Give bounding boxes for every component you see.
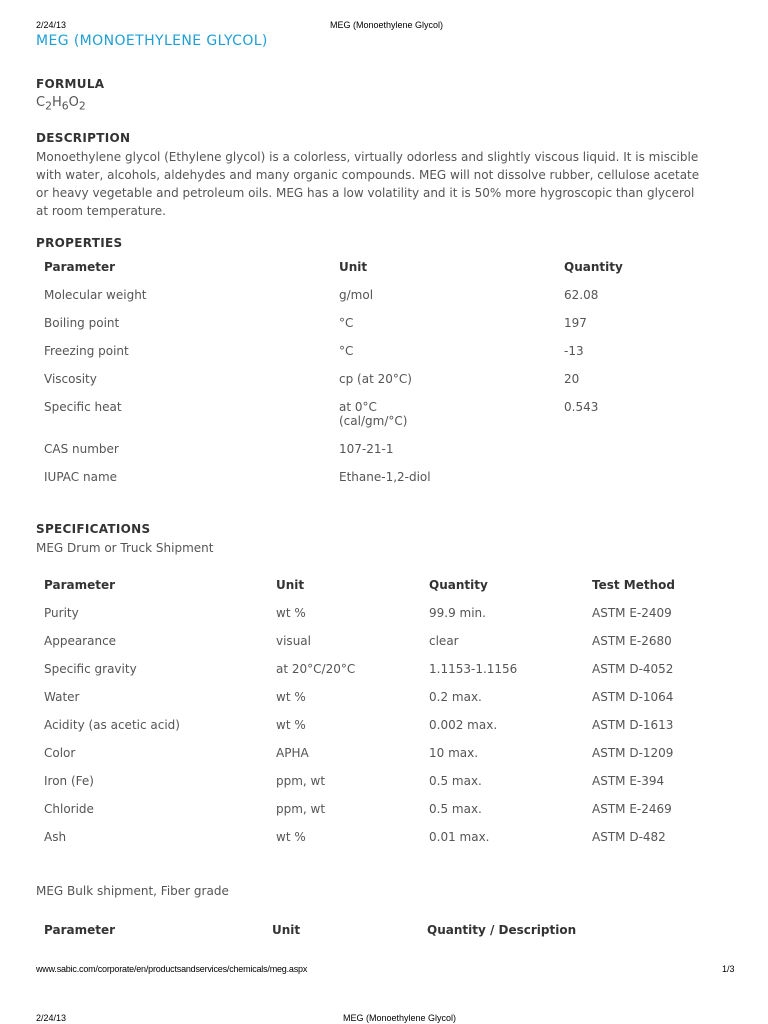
cell-unit: wt % (276, 830, 306, 844)
cell-quantity: 20 (564, 372, 580, 386)
cell-test-method: ASTM D-4052 (592, 662, 674, 676)
table-row (36, 470, 736, 498)
cell-unit (331, 400, 556, 442)
bulk-table (36, 923, 596, 951)
cell-unit: ppm, wt (276, 802, 326, 816)
cell-unit: APHA (276, 746, 309, 760)
properties-heading: PROPERTIES (36, 236, 123, 250)
cell-parameter: Color (44, 746, 76, 760)
page-number: 1/3 (722, 964, 735, 974)
cell-unit: wt % (276, 606, 306, 620)
cell-parameter: IUPAC name (44, 470, 118, 484)
cell-parameter: Purity (44, 606, 79, 620)
cell-quantity: 1.1153-1.1156 (429, 662, 518, 676)
description-heading: DESCRIPTION (36, 131, 131, 145)
cell-quantity: 0.5 max. (429, 774, 482, 788)
cell-unit: 107-21-1 (339, 442, 394, 456)
cell-quantity: 0.002 max. (429, 718, 498, 732)
table-row (36, 690, 736, 718)
table-header-row (36, 923, 596, 951)
print-date: 2/24/13 (36, 20, 67, 30)
column-header: Parameter (44, 923, 116, 937)
cell-parameter: Boiling point (44, 316, 120, 330)
print-title-next: MEG (Monoethylene Glycol) (343, 1013, 457, 1023)
page-url: www.sabic.com/corporate/en/productsandservices/chemicals/meg.aspx (36, 964, 308, 974)
table-header-row (36, 260, 736, 288)
table-row (36, 316, 736, 344)
cell-quantity: 0.01 max. (429, 830, 490, 844)
specifications-table (36, 578, 736, 858)
table-row (36, 400, 736, 442)
cell-quantity (556, 470, 736, 498)
column-header: Unit (339, 260, 368, 274)
formula-value: $C_2H_6O_2$ (36, 95, 86, 113)
print-date-next: 2/24/13 (36, 1013, 67, 1023)
cell-unit: ppm, wt (276, 774, 326, 788)
column-header: Parameter (44, 578, 116, 592)
cell-test-method: ASTM E-394 (592, 774, 665, 788)
table-row (36, 718, 736, 746)
table-row (36, 442, 736, 470)
cell-test-method: ASTM E-2469 (592, 802, 672, 816)
cell-parameter: Specific gravity (44, 662, 137, 676)
description-text (36, 148, 736, 220)
cell-parameter: Specific heat (44, 400, 122, 414)
description-line: Monoethylene glycol (Ethylene glycol) is a colorless, virtually odorless and slightly viscous liquid. It is miscible (36, 150, 699, 164)
description-line: with water, alcohols, aldehydes and many organic compounds. MEG will not dissolve rubber, cellulose acetate (36, 168, 700, 182)
description-line: at room temperature. (36, 204, 166, 218)
formula-heading: FORMULA (36, 77, 105, 91)
cell-unit: visual (276, 634, 311, 648)
cell-test-method: ASTM E-2680 (592, 634, 672, 648)
column-header: Parameter (44, 260, 116, 274)
cell-test-method: ASTM D-1209 (592, 746, 674, 760)
cell-test-method: ASTM D-1613 (592, 718, 674, 732)
cell-parameter: Freezing point (44, 344, 129, 358)
column-header: Test Method (592, 578, 675, 592)
table-header-row (36, 578, 736, 606)
column-header: Unit (276, 578, 305, 592)
table-row (36, 830, 736, 858)
table-row (36, 606, 736, 634)
cell-parameter: Iron (Fe) (44, 774, 94, 788)
table-row (36, 372, 736, 400)
cell-quantity: -13 (564, 344, 584, 358)
cell-unit: °C (339, 344, 354, 358)
cell-quantity: 0.5 max. (429, 802, 482, 816)
column-header: Quantity (564, 260, 623, 274)
cell-parameter: Appearance (44, 634, 117, 648)
table-row (36, 774, 736, 802)
column-header: Quantity / Description (427, 923, 577, 937)
unit-line: at 0°C (339, 400, 377, 414)
column-header: Quantity (429, 578, 488, 592)
cell-unit: °C (339, 316, 354, 330)
table-row (36, 746, 736, 774)
cell-test-method: ASTM D-482 (592, 830, 666, 844)
cell-quantity: 62.08 (564, 288, 599, 302)
column-header: Unit (272, 923, 301, 937)
cell-quantity: 197 (564, 316, 587, 330)
cell-quantity (556, 442, 736, 470)
cell-test-method: ASTM D-1064 (592, 690, 674, 704)
specifications-heading: SPECIFICATIONS (36, 522, 151, 536)
cell-unit: g/mol (339, 288, 374, 302)
cell-unit: at 20°C/20°C (276, 662, 356, 676)
cell-parameter: Ash (44, 830, 67, 844)
table-row (36, 662, 736, 690)
cell-unit: Ethane-1,2-diol (339, 470, 431, 484)
cell-unit: wt % (276, 718, 306, 732)
specifications-subtitle: MEG Drum or Truck Shipment (36, 541, 214, 555)
print-title: MEG (Monoethylene Glycol) (330, 20, 444, 30)
table-row (36, 288, 736, 316)
cell-unit: cp (at 20°C) (339, 372, 412, 386)
cell-test-method: ASTM E-2409 (592, 606, 672, 620)
unit-line: (cal/gm/°C) (339, 414, 408, 428)
page-title: MEG (MONOETHYLENE GLYCOL) (36, 33, 268, 49)
cell-quantity: 0.543 (564, 400, 599, 414)
table-row (36, 344, 736, 372)
cell-parameter: Chloride (44, 802, 94, 816)
cell-parameter: Molecular weight (44, 288, 147, 302)
description-line: or heavy vegetable and petroleum oils. MEG has a low volatility and it is 50% more hygroscopic than glycerol (36, 186, 695, 200)
cell-quantity: 99.9 min. (429, 606, 486, 620)
properties-table (36, 260, 736, 498)
cell-parameter: Acidity (as acetic acid) (44, 718, 180, 732)
table-row (36, 634, 736, 662)
table-row (36, 802, 736, 830)
cell-quantity: clear (429, 634, 459, 648)
cell-parameter: CAS number (44, 442, 119, 456)
cell-parameter: Water (44, 690, 80, 704)
cell-parameter: Viscosity (44, 372, 97, 386)
cell-quantity: 0.2 max. (429, 690, 482, 704)
bulk-subtitle: MEG Bulk shipment, Fiber grade (36, 884, 229, 898)
cell-quantity: 10 max. (429, 746, 479, 760)
cell-unit: wt % (276, 690, 306, 704)
